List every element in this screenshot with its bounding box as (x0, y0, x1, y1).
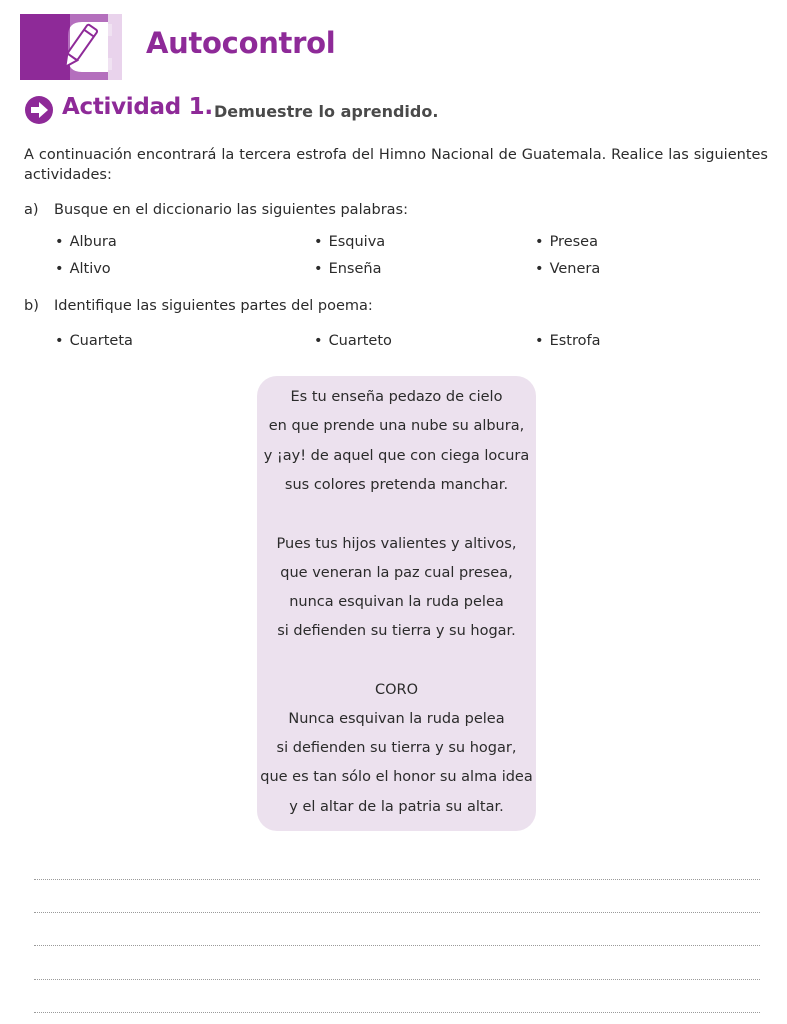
answer-line[interactable] (34, 945, 760, 946)
word-item: • Albura (55, 234, 117, 250)
intro-paragraph: A continuación encontrará la tercera estrofa del Himno Nacional de Guatemala. Realice las siguientes actividades: (24, 147, 768, 183)
activity-title: Actividad 1. (62, 94, 213, 120)
chorus-title: CORO (374, 682, 419, 698)
word-item: • Esquiva (314, 234, 385, 250)
answer-line[interactable] (34, 1012, 760, 1013)
poem-part-item: • Cuarteto (314, 333, 392, 349)
page-title: Autocontrol (146, 26, 336, 60)
word-item: • Venera (535, 261, 600, 277)
activity-subtitle: Demuestre lo aprendido. (214, 102, 439, 121)
poem-line: que veneran la paz cual presea, (280, 565, 513, 581)
poem-line: que es tan sólo el honor su alma idea (260, 769, 533, 785)
question-a-text: Busque en el diccionario las siguientes palabras: (54, 202, 408, 218)
word-item: • Enseña (314, 261, 381, 277)
poem-part-item: • Estrofa (535, 333, 600, 349)
question-b-text: Identifique las siguientes partes del poema: (54, 298, 373, 314)
poem-line: sus colores pretenda manchar. (284, 477, 509, 493)
arrow-right-icon (24, 95, 54, 125)
poem-line: Pues tus hijos valientes y altivos, (276, 536, 517, 552)
poem-line: Nunca esquivan la ruda pelea (288, 711, 505, 727)
answer-line[interactable] (34, 879, 760, 880)
poem-line: nunca esquivan la ruda pelea (289, 594, 504, 610)
poem-line: Es tu enseña pedazo de cielo (290, 389, 503, 405)
poem-line: si defienden su tierra y su hogar. (277, 623, 516, 639)
poem-line: en que prende una nube su albura, (268, 418, 525, 434)
poem-line: y ¡ay! de aquel que con ciega locura (263, 448, 530, 464)
poem-line: y el altar de la patria su altar. (289, 799, 504, 815)
poem-box (257, 376, 536, 831)
answer-line[interactable] (34, 979, 760, 980)
word-item: • Altivo (55, 261, 111, 277)
question-b-label: b) (24, 298, 39, 314)
poem-part-item: • Cuarteta (55, 333, 133, 349)
word-item: • Presea (535, 234, 598, 250)
answer-line[interactable] (34, 912, 760, 913)
poem-line: si defienden su tierra y su hogar, (276, 740, 517, 756)
autocontrol-logo-icon (20, 14, 122, 80)
question-a-label: a) (24, 202, 39, 218)
